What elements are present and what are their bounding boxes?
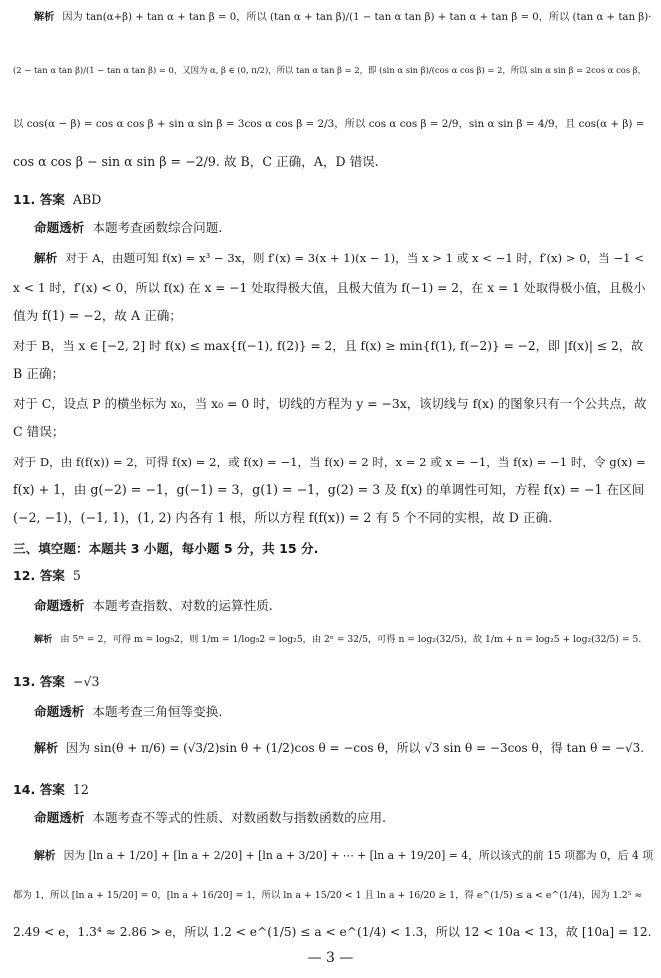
answer-value: −√3 <box>72 674 100 689</box>
q11-line-6: 对于 C，设点 P 的横坐标为 x₀，当 x₀ = 0 时，切线的方程为 y = −3x，该切线与 f(x) 的图象只有一个公共点，故 <box>13 396 647 411</box>
answer-value: 5 <box>72 568 81 583</box>
answer-heading: 13. 答案 <box>13 674 65 689</box>
q13-topic-row: 命题透析 本题考查三角恒等变换. <box>34 704 223 719</box>
q10-line-3: 以 cos(α − β) = cos α cos β + sin α sin β = 3cos α cos β = 2/3，所以 cos α cos β = 2/9，sin α sin β = 4/9，且 cos(α + β) = <box>13 118 645 130</box>
topic-tag: 命题透析 <box>34 704 85 719</box>
q11-line-1: 解析 对于 A，由题可知 f(x) = x³ − 3x，则 f′(x) = 3(x + 1)(x − 1)，当 x > 1 或 x < −1 时，f′(x) > 0，当 −1 < <box>34 251 644 265</box>
answer-value: 12 <box>72 782 89 797</box>
q14-line-1: 解析 因为 [ln a + 1/20] + [ln a + 2/20] + [ln a + 3/20] + ⋯ + [ln a + 19/20] = 4，所以该式的前 15 项都为 0，后 4 项 <box>34 849 654 862</box>
q14-line-2: 都为 1，所以 [ln a + 15/20] = 0，[ln a + 16/20] = 1，所以 ln a + 15/20 < 1 且 ln a + 16/20 ≥ 1，得 e^(1/5) ≤ a < e^(1/4)，因为 1.2⁵ ≈ <box>13 890 643 901</box>
q11-line-2: x < 1 时，f′(x) < 0，所以 f(x) 在 x = −1 处取得极大值，且极大值为 f(−1) = 2，在 x = 1 处取得极小值，且极小 <box>13 281 646 295</box>
section-heading: 三、填空题：本题共 3 小题，每小题 5 分，共 15 分. <box>13 541 319 556</box>
jiexi-tag: 解析 <box>34 634 53 645</box>
answer-heading: 14. 答案 <box>13 782 65 797</box>
answer-heading: 11. 答案 <box>13 192 65 207</box>
q11-line-9: f(x) + 1，由 g(−2) = −1，g(−1) = 3，g(1) = −1，g(2) = 3 及 f(x) 的单调性可知，方程 f(x) = −1 在区间 <box>13 482 645 497</box>
jiexi-tag: 解析 <box>34 251 58 265</box>
topic-tag: 命题透析 <box>34 810 85 825</box>
q11-line-5: B 正确； <box>13 366 65 381</box>
q14-answer-row <box>13 782 89 798</box>
answer-heading: 12. 答案 <box>13 568 65 583</box>
q11-line-10: (−2, −1)，(−1, 1)，(1, 2) 内各有 1 根，所以方程 f(f(x)) = 2 有 5 个不同的实根，故 D 正确. <box>13 510 553 525</box>
q13-line-1: 解析 因为 sin(θ + π/6) = (√3/2)sin θ + (1/2)cos θ = −cos θ，所以 √3 sin θ = −3cos θ，得 tan θ = −√3. <box>34 741 645 755</box>
q12-line-1: 解析 由 5ᵐ = 2，可得 m = log₅2，则 1/m = 1/log₅2 = log₂5，由 2ⁿ = 32/5，可得 n = log₂(32/5)，故 1/m + n = log₂5 + log₂(32/5) = 5. <box>34 634 642 645</box>
jiexi-tag: 解析 <box>34 741 59 755</box>
q12-topic-row: 命题透析 本题考查指数、对数的运算性质. <box>34 598 273 613</box>
q10-line-4: cos α cos β − sin α sin β = −2/9. 故 B，C 正确，A，D 错误. <box>13 154 379 169</box>
q10-line-2: (2 − tan α tan β)/(1 − tan α tan β) = 0，又因为 α, β ∈ (0, π/2)，所以 tan α tan β = 2，即 (sin α sin β)/(cos α cos β) = 2，所以 sin α sin β = 2cos α cos β， <box>13 65 647 75</box>
jiexi-tag: 解析 <box>34 12 55 23</box>
q11-topic-row: 命题透析 本题考查函数综合问题. <box>34 220 223 235</box>
q14-topic-row: 命题透析 本题考查不等式的性质、对数函数与指数函数的应用. <box>34 810 387 825</box>
q14-line-3: 2.49 < e，1.3⁴ ≈ 2.86 > e，所以 1.2 < e^(1/5) ≤ a < e^(1/4) < 1.3，所以 12 < 10a < 13，故 [10a] = 12. <box>13 925 652 939</box>
jiexi-tag: 解析 <box>34 849 56 862</box>
q12-answer-row <box>13 568 81 584</box>
q11-answer-row <box>13 192 101 208</box>
topic-tag: 命题透析 <box>34 598 85 613</box>
page-number: — 3 — <box>307 950 354 966</box>
q11-line-8: 对于 D，由 f(f(x)) = 2，可得 f(x) = 2，或 f(x) = −1，当 f(x) = 2 时，x = 2 或 x = −1，当 f(x) = −1 时，令 g(x) = <box>13 455 646 469</box>
q11-line-4: 对于 B，当 x ∈ [−2, 2] 时 f(x) ≤ max{f(−1), f(2)} = 2，且 f(x) ≥ min{f(1), f(−2)} = −2，即 |f(x)| ≤ 2，故 <box>13 339 644 353</box>
q11-line-7: C 错误； <box>13 424 65 439</box>
q11-line-3: 值为 f(1) = −2，故 A 正确； <box>13 308 182 323</box>
answer-value: ABD <box>72 192 102 207</box>
q10-line-1: 解析 因为 tan(α+β) + tan α + tan β = 0，所以 (tan α + tan β)/(1 − tan α tan β) + tan α + tan β = 0，所以 (tan α + tan β)· <box>34 12 652 23</box>
q13-answer-row <box>13 674 99 690</box>
topic-tag: 命题透析 <box>34 220 85 235</box>
